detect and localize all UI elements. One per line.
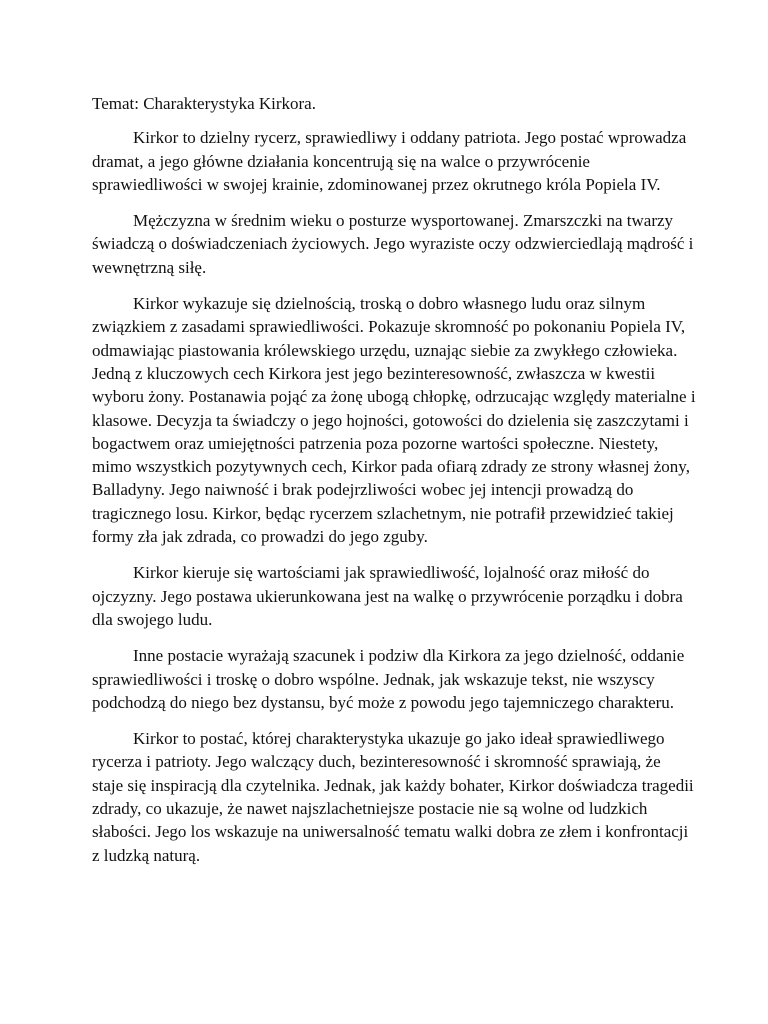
paragraph-6: Kirkor to postać, której charakterystyka ukazuje go jako ideał sprawiedliwego rycerza i patrioty. Jego walczący duch, bezinteresowność i skromność sprawiają, że staje się inspiracją dla czytelnika. Jednak, jak każdy bohater, Kirkor doświadcza tragedii zdrady, co ukazuje, że nawet najszlachetniejsze postacie nie są wolne od ludzkich słabości. Jego los wskazuje na uniwersalność tematu walki dobra ze złem i konfrontacji z ludzką naturą.: [92, 729, 694, 865]
paragraph-3: Kirkor wykazuje się dzielnością, troską o dobro własnego ludu oraz silnym związkiem z zasadami sprawiedliwości. Pokazuje skromność po pokonaniu Popiela IV, odmawiając piastowania królewskiego urzędu, uznając siebie za zwykłego człowieka. Jedną z kluczowych cech Kirkora jest jego bezinteresowność, zwłaszcza w kwestii wyboru żony. Postanawia pojąć za żonę ubogą chłopkę, odrzucając względy materialne i klasowe. Decyzja ta świadczy o jego hojności, gotowości do dzielenia się zaszczytami i bogactwem oraz umiejętności patrzenia poza pozorne wartości społeczne. Niestety, mimo wszystkich pozytywnych cech, Kirkor pada ofiarą zdrady ze strony własnej żony, Balladyny. Jego naiwność i brak podejrzliwości wobec jej intencji prowadzą do tragicznego losu. Kirkor, będąc rycerzem szlachetnym, nie potrafił przewidzieć takiej formy zła jak zdrada, co prowadzi do jego zguby.: [92, 294, 696, 547]
paragraph-4: Kirkor kieruje się wartościami jak sprawiedliwość, lojalność oraz miłość do ojczyzny. Jego postawa ukierunkowana jest na walkę o przywrócenie porządku i dobra dla swojego ludu.: [92, 563, 683, 629]
paragraph-2: Mężczyzna w średnim wieku o posturze wysportowanej. Zmarszczki na twarzy świadczą o doświadczeniach życiowych. Jego wyraziste oczy odzwierciedlają mądrość i wewnętrzną siłę.: [92, 211, 694, 277]
paragraph-5: Inne postacie wyrażają szacunek i podziw dla Kirkora za jego dzielność, oddanie sprawiedliwości i troskę o dobro wspólne. Jednak, jak wskazuje tekst, nie wszyscy podchodzą do niego bez dystansu, być może z powodu jego tajemniczego charakteru.: [92, 646, 685, 712]
paragraph-1: Kirkor to dzielny rycerz, sprawiedliwy i oddany patriota. Jego postać wprowadza dramat, a jego główne działania koncentrują się na walce o przywrócenie sprawiedliwości w swojej krainie, zdominowanej przez okrutnego króla Popiela IV.: [92, 128, 687, 194]
document-title: Temat: Charakterystyka Kirkora.: [92, 94, 316, 113]
